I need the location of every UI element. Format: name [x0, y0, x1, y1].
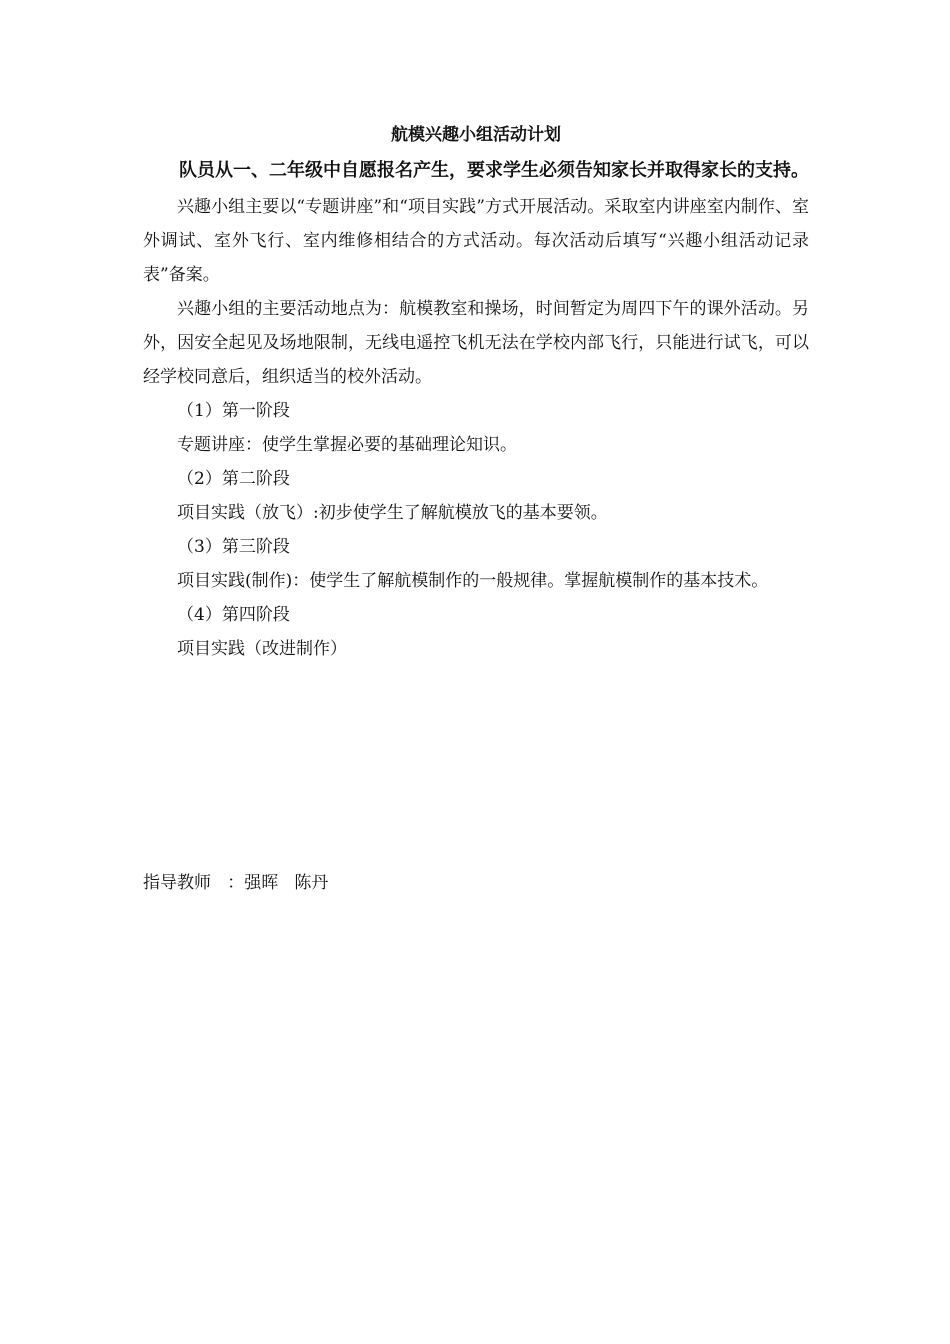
activity-method-paragraph: 兴趣小组主要以“专题讲座”和“项目实践”方式开展活动。采取室内讲座室内制作、室外调试、室外飞行、室内维修相结合的方式活动。每次活动后填写“兴趣小组活动记录表”备案。 — [143, 197, 809, 285]
teacher-signature-line: 指导教师 ：强晖 陈丹 — [143, 873, 329, 893]
stage-4-heading: （4）第四阶段 — [177, 605, 290, 625]
stage-1-content: 专题讲座：使学生掌握必要的基础理论知识。 — [177, 435, 517, 455]
stage-4-content: 项目实践（改进制作） — [177, 639, 347, 659]
stage-3-heading: （3）第三阶段 — [177, 537, 290, 557]
stage-2-content: 项目实践（放飞）:初步使学生了解航模放飞的基本要领。 — [177, 503, 608, 523]
document-body — [143, 118, 809, 666]
stage-3-content: 项目实践(制作)：使学生了解航模制作的一般规律。掌握航模制作的基本技术。 — [177, 571, 769, 591]
intro-paragraph: 队员从一、二年级中自愿报名产生，要求学生必须告知家长并取得家长的支持。 — [179, 160, 809, 181]
document-title: 航模兴趣小组活动计划 — [391, 125, 561, 145]
activity-location-paragraph: 兴趣小组的主要活动地点为：航模教室和操场，时间暂定为周四下午的课外活动。另外，因安全起见及场地限制，无线电遥控飞机无法在学校内部飞行，只能进行试飞，可以经学校同意后，组织适当的校外活动。 — [143, 299, 809, 387]
stage-2-heading: （2）第二阶段 — [177, 469, 290, 489]
stage-1-heading: （1）第一阶段 — [177, 401, 290, 421]
